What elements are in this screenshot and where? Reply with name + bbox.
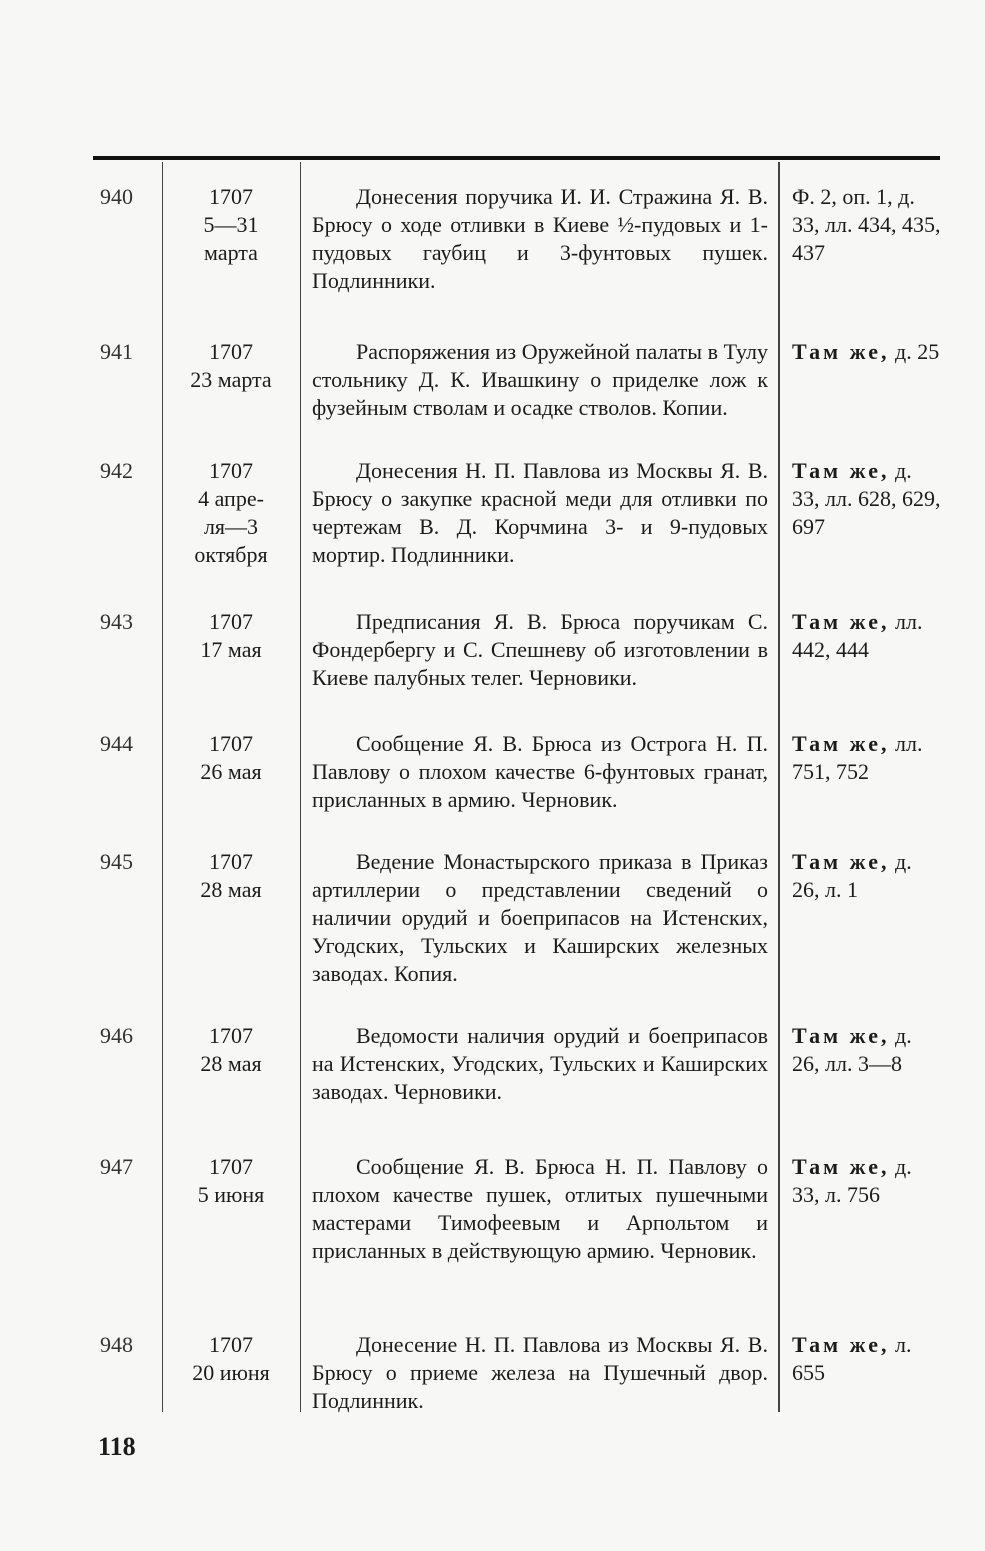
entry-description: Ведомости наличия орудий и боеприпасов на Истенских, Угодских, Тульских и Каширских заводах. Черновики. bbox=[312, 1023, 768, 1104]
table-top-rule bbox=[93, 156, 940, 160]
entry-number: 941 bbox=[100, 339, 133, 364]
entry-reference: Там же, д. 26, лл. 3—8 bbox=[792, 1023, 912, 1076]
entry-number: 945 bbox=[100, 849, 133, 874]
entry-description: Сообщение Я. В. Брюса Н. П. Павлову о плохом качестве пушек, отлитых пушечными мастерами Тимофеевым и Арпольтом и присланных в действующую армию. Черновик. bbox=[312, 1154, 768, 1263]
entry-date: 1707 17 мая bbox=[200, 609, 262, 662]
entry-number: 948 bbox=[100, 1332, 133, 1357]
entry-description: Донесение Н. П. Павлова из Москвы Я. В. Брюсу о приеме железа на Пушечный двор. Подлинник. bbox=[312, 1332, 768, 1413]
entry-reference: Там же, д. 33, л. 756 bbox=[792, 1154, 912, 1207]
entry-number: 944 bbox=[100, 731, 133, 756]
entry-date: 1707 5—31 марта bbox=[203, 184, 259, 265]
page-number: 118 bbox=[98, 1432, 136, 1461]
entry-description: Ведение Монастырского приказа в Приказ артиллерии о представлении сведений о наличии орудий и боеприпасов на Истенских, Угодских, Тульских и Каширских железных заводах. Копия. bbox=[312, 849, 768, 986]
column-divider-description bbox=[778, 162, 780, 1412]
entry-date: 1707 20 июня bbox=[192, 1332, 270, 1385]
entry-reference: Там же, лл. 442, 444 bbox=[792, 609, 923, 662]
entry-number: 946 bbox=[100, 1023, 133, 1048]
entry-reference: Там же, д. 25 bbox=[792, 339, 940, 364]
entry-description: Предписания Я. В. Брюса поручикам С. Фондербергу и С. Спешневу об изготовлении в Киеве палубных телег. Черновики. bbox=[312, 609, 768, 690]
entry-description: Сообщение Я. В. Брюса из Острога Н. П. Павлову о плохом качестве 6-фунтовых гранат, присланных в армию. Черновик. bbox=[312, 731, 768, 812]
entry-date: 1707 28 мая bbox=[200, 849, 262, 902]
entry-date: 1707 26 мая bbox=[200, 731, 262, 784]
entry-date: 1707 5 июня bbox=[197, 1154, 265, 1207]
entry-reference: Там же, д. 33, лл. 628, 629, 697 bbox=[792, 458, 941, 539]
entry-number: 943 bbox=[100, 609, 133, 634]
column-divider-date bbox=[300, 162, 301, 1412]
entry-date: 1707 23 марта bbox=[190, 339, 272, 392]
entry-description: Донесения Н. П. Павлова из Москвы Я. В. Брюсу о закупке красной меди для отливки по чертежам В. Д. Корчмина 3- и 9-пудовых мортир. Подлинники. bbox=[312, 458, 768, 567]
entry-reference: Там же, д. 26, л. 1 bbox=[792, 849, 912, 902]
column-divider-number bbox=[162, 162, 163, 1412]
entry-reference: Там же, л. 655 bbox=[792, 1332, 912, 1385]
entry-number: 940 bbox=[100, 184, 133, 209]
entry-description: Распоряжения из Оружейной палаты в Тулу стольнику Д. К. Ивашкину о приделке лож к фузейным стволам и осадке стволов. Копии. bbox=[312, 339, 768, 420]
entry-reference: Ф. 2, оп. 1, д. 33, лл. 434, 435, 437 bbox=[792, 184, 941, 265]
entry-reference: Там же, лл. 751, 752 bbox=[792, 731, 923, 784]
entry-description: Донесения поручика И. И. Стражина Я. В. Брюсу о ходе отливки в Киеве ½-пудовых и 1-пудовых гаубиц и 3-фунтовых пушек. Подлинники. bbox=[312, 184, 768, 293]
entry-number: 942 bbox=[100, 458, 133, 483]
entry-date: 1707 4 апре- ля—3 октября bbox=[194, 458, 268, 567]
entry-date: 1707 28 мая bbox=[200, 1023, 262, 1076]
entry-number: 947 bbox=[100, 1154, 133, 1179]
